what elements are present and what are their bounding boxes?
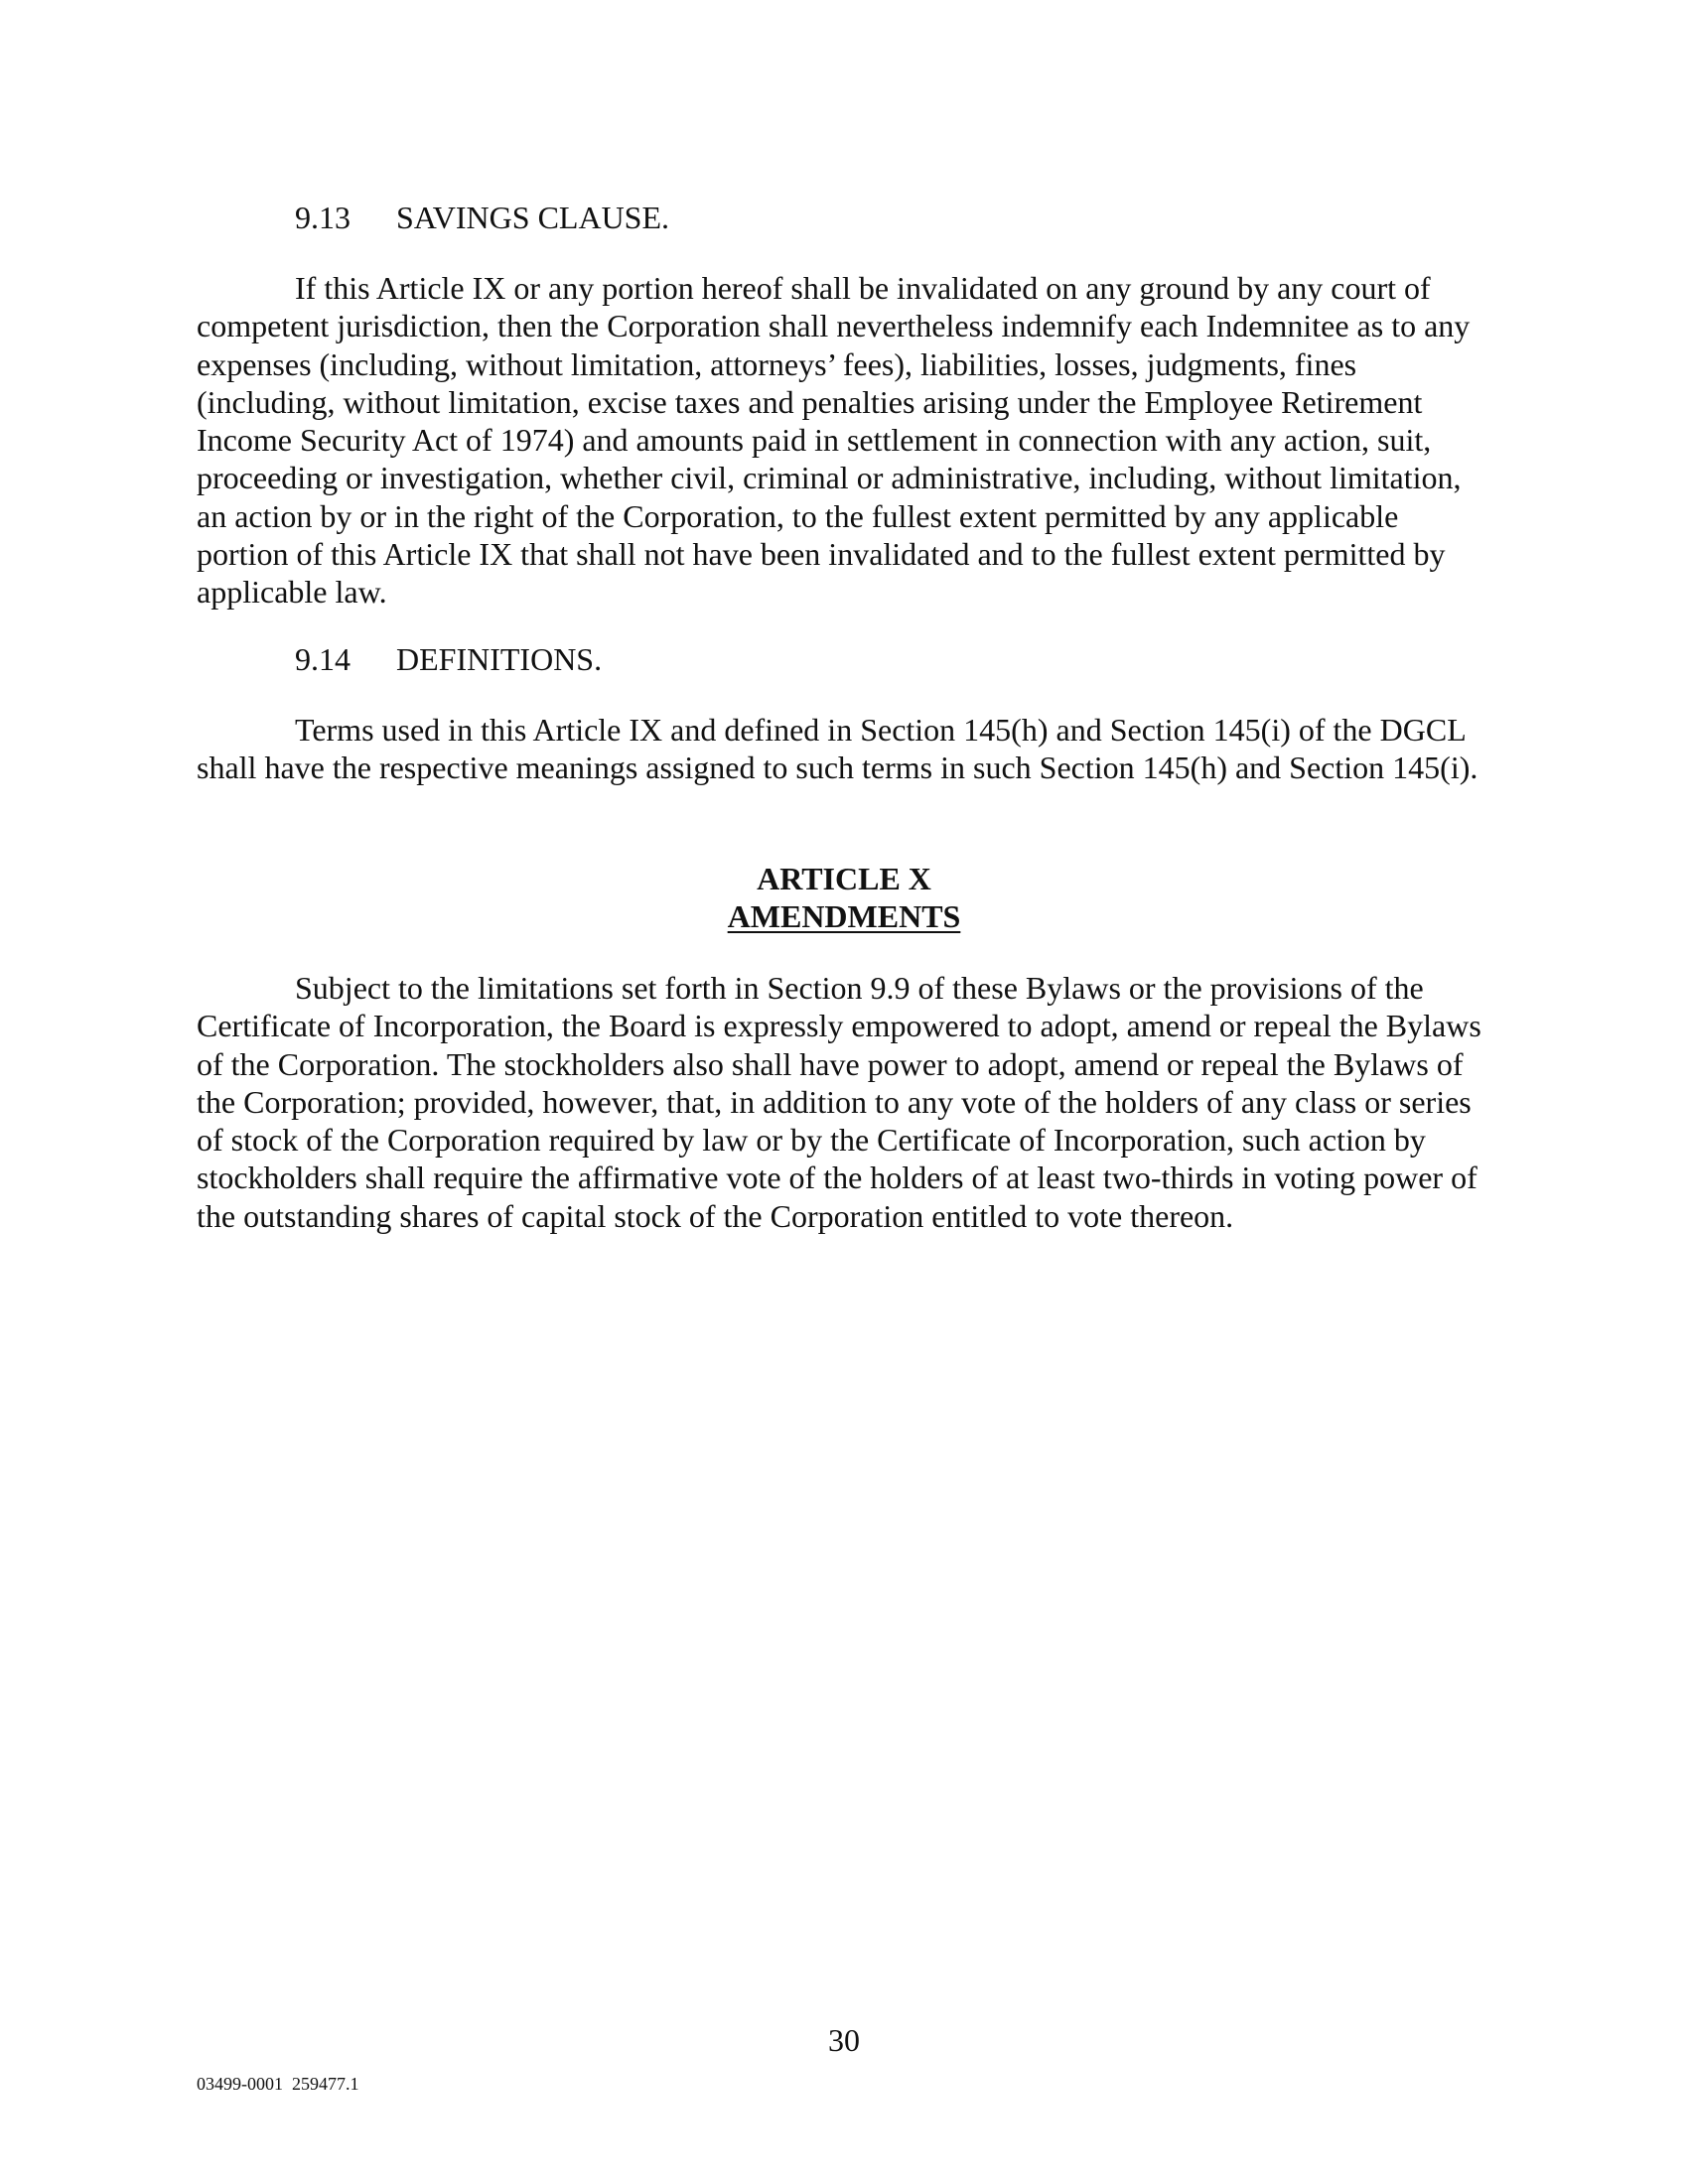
- article-title: ARTICLE X: [757, 861, 931, 896]
- page-number: 30: [828, 2022, 860, 2058]
- article-subtitle-wrap: [0, 897, 1688, 935]
- article-body-amendments: Subject to the limitations set forth in Section 9.9 of these Bylaws or the provisions of the Certificate of Incorporation, the Board is expressly empowered to adopt, amend or repeal the Bylaws of the Corporation. The stockholders also shall have power to adopt, amend or repeal the Bylaws of the Corporation; provided, however, that, in addition to any vote of the holders of any class or series of stock of the Corporation required by law or by the Certificate of Incorporation, such action by stockholders shall require the affirmative vote of the holders of at least two-thirds in voting power of the outstanding shares of capital stock of the Corporation entitled to vote thereon.: [197, 970, 1481, 1234]
- section-number: 9.14: [295, 641, 351, 677]
- section-heading-9-13: [295, 199, 669, 236]
- section-title: DEFINITIONS.: [396, 641, 603, 677]
- article-subtitle: AMENDMENTS: [727, 898, 961, 934]
- section-body-definitions: Terms used in this Article IX and defined in Section 145(h) and Section 145(i) of the DGCL shall have the respective meanings assigned to such terms in such Section 145(h) and Section 145(i).: [197, 712, 1478, 786]
- document-id: 03499-0001 259477.1: [197, 2074, 359, 2094]
- section-body-savings-clause: If this Article IX or any portion hereof shall be invalidated on any ground by any court of competent jurisdiction, then the Corporation shall nevertheless indemnify each Indemnitee as to any expenses (including, without limitation, attorneys’ fees), liabilities, losses, judgments, fines (including, without limitation, excise taxes and penalties arising under the Employee Retirement Income Security Act of 1974) and amounts paid in settlement in connection with any action, suit, proceeding or investigation, whether civil, criminal or administrative, including, without limitation, an action by or in the right of the Corporation, to the fullest extent permitted by any applicable portion of this Article IX that shall not have been invalidated and to the fullest extent permitted by applicable law.: [197, 270, 1471, 611]
- section-heading-9-14: [295, 640, 602, 678]
- section-number: 9.13: [295, 200, 351, 235]
- section-title: SAVINGS CLAUSE.: [396, 200, 670, 235]
